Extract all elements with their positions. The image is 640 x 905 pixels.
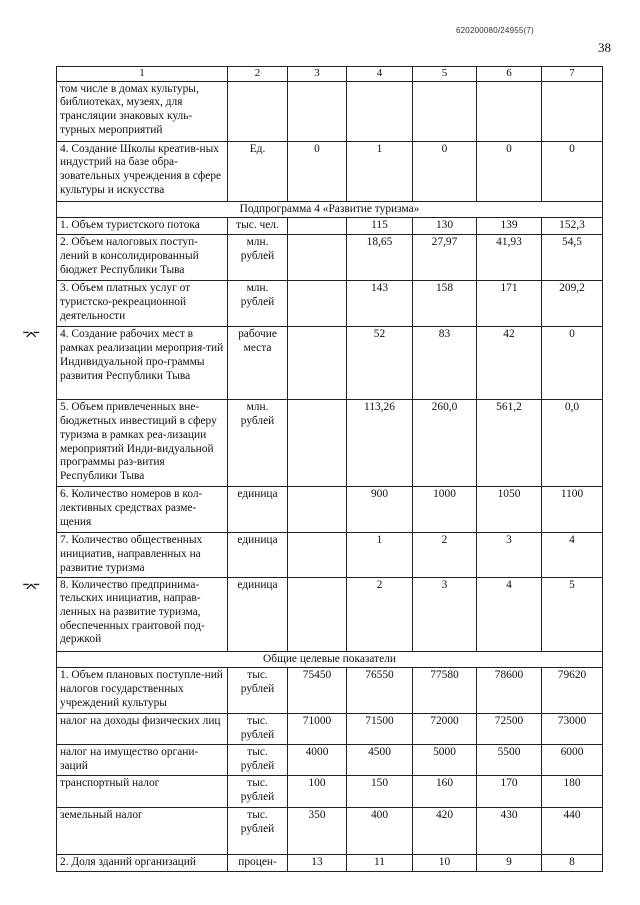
value-cell: 73000 (542, 714, 603, 745)
indicator-name: 2. Доля зданий организаций (57, 855, 228, 872)
unit-cell: рабочие места (228, 327, 288, 400)
unit-cell: млн. рублей (228, 235, 288, 281)
unit-cell: единица (228, 533, 288, 577)
value-cell: 400 (347, 808, 413, 855)
value-cell (288, 218, 347, 235)
indicator-name: 1. Объем туристского потока (57, 218, 228, 235)
value-cell: 42 (477, 327, 542, 400)
table-row (57, 141, 603, 201)
unit-cell: процен- (228, 855, 288, 872)
value-cell: 8 (542, 855, 603, 872)
unit-cell: тыс. чел. (228, 218, 288, 235)
value-cell: 41,93 (477, 235, 542, 281)
value-cell: 1000 (413, 487, 477, 533)
value-cell: 0 (542, 327, 603, 400)
value-cell: 171 (477, 281, 542, 327)
value-cell: 2 (413, 533, 477, 577)
table-row (57, 327, 603, 400)
column-number: 2 (228, 67, 288, 82)
indicators-table (56, 66, 603, 872)
value-cell: 209,2 (542, 281, 603, 327)
value-cell: 9 (477, 855, 542, 872)
indicator-name: налог на имущество органи-заций (57, 745, 228, 776)
unit-cell: тыс. рублей (228, 668, 288, 714)
value-cell: 18,65 (347, 235, 413, 281)
column-number: 5 (413, 67, 477, 82)
value-cell: 113,26 (347, 400, 413, 487)
value-cell: 1100 (542, 487, 603, 533)
unit-cell: тыс. рублей (228, 776, 288, 808)
value-cell: 350 (288, 808, 347, 855)
value-cell: 260,0 (413, 400, 477, 487)
table-row (57, 235, 603, 281)
value-cell: 54,5 (542, 235, 603, 281)
value-cell: 139 (477, 218, 542, 235)
unit-cell: тыс. рублей (228, 808, 288, 855)
unit-cell: млн. рублей (228, 400, 288, 487)
column-number: 3 (288, 67, 347, 82)
unit-cell: млн. рублей (228, 281, 288, 327)
value-cell: 77580 (413, 668, 477, 714)
indicator-name: 8. Количество предпринима-тельских инициатив, направ-ленных на развитие туризма, обеспеченных грантовой под-держкой (57, 577, 228, 651)
table-row (57, 487, 603, 533)
value-cell: 3 (477, 533, 542, 577)
value-cell: 10 (413, 855, 477, 872)
unit-cell (228, 81, 288, 141)
table-row (57, 745, 603, 776)
section-title: Общие целевые показатели (57, 651, 603, 668)
value-cell (477, 81, 542, 141)
indicator-name: 5. Объем привлеченных вне-бюджетных инвестиций в сферу туризма в рамках реа-лизации мероприятий Инди-видуальной программы раз-вития Республики Тыва (57, 400, 228, 487)
column-number-row (57, 67, 603, 82)
value-cell: 0 (477, 141, 542, 201)
value-cell: 170 (477, 776, 542, 808)
value-cell: 150 (347, 776, 413, 808)
value-cell (542, 81, 603, 141)
value-cell: 143 (347, 281, 413, 327)
section-row (57, 201, 603, 218)
value-cell: 158 (413, 281, 477, 327)
value-cell: 5500 (477, 745, 542, 776)
table-row (57, 281, 603, 327)
value-cell (288, 400, 347, 487)
value-cell: 83 (413, 327, 477, 400)
value-cell: 13 (288, 855, 347, 872)
indicator-name: 2. Объем налоговых поступ-лений в консолидированный бюджет Республики Тыва (57, 235, 228, 281)
value-cell: 4 (477, 577, 542, 651)
unit-cell: тыс. рублей (228, 745, 288, 776)
value-cell (288, 487, 347, 533)
value-cell: 3 (413, 577, 477, 651)
indicator-name: 3. Объем платных услуг от туристско-рекреационной деятельности (57, 281, 228, 327)
value-cell: 5 (542, 577, 603, 651)
indicator-name: транспортный налог (57, 776, 228, 808)
value-cell: 152,3 (542, 218, 603, 235)
indicator-name: 4. Создание Школы креатив-ных индустрий на базе обра-зовательных учреждения в сфере культуры и искусства (57, 141, 228, 201)
indicator-name: том числе в домах культуры, библиотеках, музеях, для трансляции знаковых куль-турных мероприятий (57, 81, 228, 141)
value-cell (288, 577, 347, 651)
indicator-name: земельный налог (57, 808, 228, 855)
column-number: 1 (57, 67, 228, 82)
value-cell: 561,2 (477, 400, 542, 487)
value-cell (288, 81, 347, 141)
value-cell: 72000 (413, 714, 477, 745)
unit-cell: единица (228, 487, 288, 533)
document-number: 620200080/24955(7) (456, 26, 534, 35)
value-cell: 100 (288, 776, 347, 808)
value-cell: 79620 (542, 668, 603, 714)
table-row (57, 218, 603, 235)
table-row (57, 668, 603, 714)
value-cell (288, 327, 347, 400)
column-number: 6 (477, 67, 542, 82)
column-number: 4 (347, 67, 413, 82)
value-cell: 72500 (477, 714, 542, 745)
value-cell: 0,0 (542, 400, 603, 487)
value-cell: 6000 (542, 745, 603, 776)
value-cell: 180 (542, 776, 603, 808)
value-cell: 71500 (347, 714, 413, 745)
unit-cell: тыс. рублей (228, 714, 288, 745)
margin-mark: ⌤ (22, 328, 41, 345)
value-cell (288, 533, 347, 577)
table-row (57, 855, 603, 872)
table-row (57, 776, 603, 808)
value-cell: 52 (347, 327, 413, 400)
value-cell: 430 (477, 808, 542, 855)
value-cell: 76550 (347, 668, 413, 714)
value-cell: 130 (413, 218, 477, 235)
value-cell (413, 81, 477, 141)
value-cell: 0 (413, 141, 477, 201)
table-row (57, 714, 603, 745)
value-cell: 440 (542, 808, 603, 855)
value-cell (347, 81, 413, 141)
value-cell: 71000 (288, 714, 347, 745)
table-row (57, 81, 603, 141)
value-cell (288, 281, 347, 327)
page-number: 38 (598, 40, 611, 55)
value-cell: 4 (542, 533, 603, 577)
indicator-name: 1. Объем плановых поступле-ний налогов государственных учреждений культуры (57, 668, 228, 714)
section-row (57, 651, 603, 668)
value-cell: 5000 (413, 745, 477, 776)
value-cell: 900 (347, 487, 413, 533)
value-cell: 160 (413, 776, 477, 808)
value-cell: 11 (347, 855, 413, 872)
indicator-name: 7. Количество общественных инициатив, направленных на развитие туризма (57, 533, 228, 577)
indicator-name: налог на доходы физических лиц (57, 714, 228, 745)
indicator-name: 4. Создание рабочих мест в рамках реализации мероприя-тий Индивидуальной про-граммы развития Республики Тыва (57, 327, 228, 400)
value-cell: 78600 (477, 668, 542, 714)
table-row (57, 400, 603, 487)
value-cell: 2 (347, 577, 413, 651)
margin-mark: ⌤ (22, 580, 41, 597)
value-cell: 420 (413, 808, 477, 855)
value-cell: 4000 (288, 745, 347, 776)
value-cell: 1050 (477, 487, 542, 533)
value-cell: 0 (288, 141, 347, 201)
value-cell: 27,97 (413, 235, 477, 281)
section-title: Подпрограмма 4 «Развитие туризма» (57, 201, 603, 218)
value-cell: 1 (347, 141, 413, 201)
table-row (57, 533, 603, 577)
table-row (57, 808, 603, 855)
value-cell: 75450 (288, 668, 347, 714)
value-cell (288, 235, 347, 281)
value-cell: 4500 (347, 745, 413, 776)
value-cell: 115 (347, 218, 413, 235)
value-cell: 0 (542, 141, 603, 201)
table-row (57, 577, 603, 651)
value-cell: 1 (347, 533, 413, 577)
unit-cell: Ед. (228, 141, 288, 201)
indicator-name: 6. Количество номеров в кол-лективных средствах разме-щения (57, 487, 228, 533)
column-number: 7 (542, 67, 603, 82)
unit-cell: единица (228, 577, 288, 651)
